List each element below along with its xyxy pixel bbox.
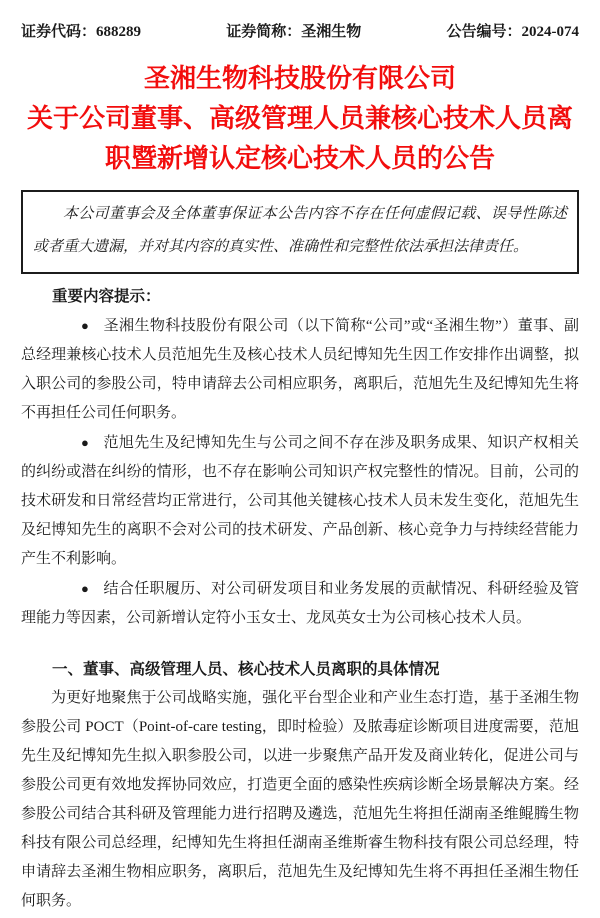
stock-abbr: 证券简称：圣湘生物 xyxy=(226,24,362,40)
highlight-bullet-3 xyxy=(21,574,579,633)
bullet-icon: ● xyxy=(81,318,89,333)
highlight-bullet-2 xyxy=(21,428,579,574)
title-line-2: 关于公司董事、高级管理人员兼核心技术人员离 xyxy=(26,103,573,133)
highlight-bullet-1 xyxy=(21,311,579,428)
highlights-heading: 重要内容提示： xyxy=(52,288,161,305)
highlight-bullet-2-text: 范旭先生及纪博知先生与公司之间不存在涉及职务成果、知识产权相关的纠纷或潜在纠纷的情形，也不存在影响公司知识产权完整性的情况。目前，公司的技术研发和日常经营均正常进行，公司其他关键核心技术人员未发生变化，范旭先生及纪博知先生的离职不会对公司的技术研发、产品创新、核心竞争力与持续经营能力产生不利影响。 xyxy=(21,435,579,567)
section-1-heading: 一、董事、高级管理人员、核心技术人员离职的具体情况 xyxy=(52,661,440,678)
board-disclaimer-box xyxy=(21,190,579,274)
highlight-bullet-3-text: 结合任职履历、对公司研发项目和业务发展的贡献情况、科研经验及管理能力等因素，公司新增认定符小玉女士、龙凤英女士为公司核心技术人员。 xyxy=(21,581,579,626)
announcement-number: 公告编号：2024-074 xyxy=(446,24,579,40)
stock-code: 证券代码：688289 xyxy=(21,24,142,40)
highlight-bullet-1-text: 圣湘生物科技股份有限公司（以下简称“公司”或“圣湘生物”）董事、副总经理兼核心技术人员范旭先生及核心技术人员纪博知先生因工作安排作出调整，拟入职公司的参股公司，特申请辞去公司相应职务，离职后，范旭先生及纪博知先生将不再担任公司任何职务。 xyxy=(21,318,579,421)
bullet-icon: ● xyxy=(81,435,89,450)
bullet-icon: ● xyxy=(81,581,89,596)
title-line-3: 职暨新增认定核心技术人员的公告 xyxy=(104,143,495,173)
disclaimer-text: 本公司董事会及全体董事保证本公告内容不存在任何虚假记载、误导性陈述或者重大遗漏，并对其内容的真实性、准确性和完整性依法承担法律责任。 xyxy=(33,206,567,255)
document-header xyxy=(21,22,579,42)
section-1-paragraph: 为更好地聚焦于公司战略实施，强化平台型企业和产业生态打造，基于圣湘生物参股公司 POCT（Point-of-care testing，即时检验）及脓毒症诊断项目进度需要，范旭先生及纪博知先生拟入职参股公司，以进一步聚焦产品开发及商业转化，促进公司与参股公司更有效地发挥协同效应，打造更全面的感染性疾病诊断全场景解决方案。经参股公司结合其科研及管理能力进行招聘及遴选，范旭先生将担任湖南圣维鲲腾生物科技有限公司总经理，纪博知先生将担任湖南圣维斯睿生物科技有限公司总经理，特申请辞去圣湘生物相应职务，离职后，范旭先生及纪博知先生将不再担任圣湘生物任何职务。 xyxy=(21,690,579,909)
document-title xyxy=(21,58,579,178)
title-line-1: 圣湘生物科技股份有限公司 xyxy=(143,63,456,93)
